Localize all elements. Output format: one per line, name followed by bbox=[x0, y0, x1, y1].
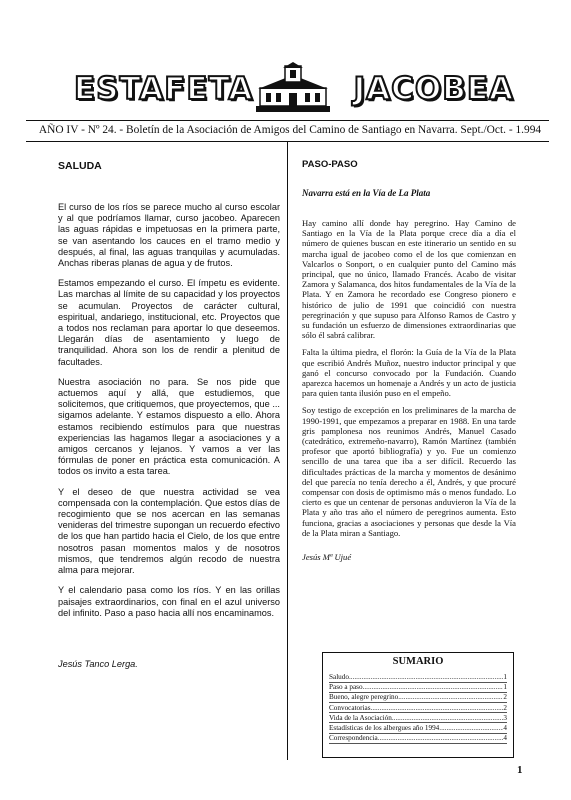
sumario-item[interactable] bbox=[329, 734, 507, 744]
sumario-item-page: 4 bbox=[503, 723, 507, 732]
sumario-dot-leader bbox=[371, 704, 504, 713]
paso-paso-lede: Navarra está en la Vía de La Plata bbox=[302, 188, 431, 198]
sumario-item-label: Estadísticas de los albergues año 1994 bbox=[329, 723, 440, 732]
sumario-item-label: Vida de la Asociación bbox=[329, 713, 392, 722]
sumario-item-page: 2 bbox=[503, 703, 507, 712]
sumario-item-page: 2 bbox=[503, 693, 507, 702]
sumario-item-page: 1 bbox=[503, 673, 507, 681]
page-number: 1 bbox=[517, 764, 523, 776]
paso-paso-paragraph: Falta la última piedra, el florón: la Guía de la Vía de la Plata que escribió Andrés Muñoz, nuestro inductor principal y que ganó el concurso convocado por la Fundación. Cuando aparezca hacemos un homenaje a Andrés y un acto de justicia para quien tanta ilusión puso en el empeño. bbox=[302, 347, 516, 399]
sumario-dot-leader bbox=[398, 693, 503, 702]
masthead bbox=[74, 62, 514, 118]
sumario-item-label: Bueno, alegre peregrino bbox=[329, 693, 399, 702]
saluda-heading: SALUDA bbox=[58, 160, 102, 172]
paso-paso-column bbox=[302, 152, 516, 569]
saluda-paragraph: Estamos empezando el curso. El ímpetu es evidente. Las marchas al límite de su capacidad y los proyectos se acumulan. Proyectos de carácter cultural, espiritual, andariego, institucional, etc. Proyectos que a todos nos reclaman para aportar lo que deseemos. Llegarán días de asentamiento y luego de tranquilidad. Ahora son los de rendir a plenitud de facultades. bbox=[58, 278, 280, 367]
sumario-title: SUMARIO bbox=[392, 656, 444, 667]
column-divider bbox=[287, 142, 288, 760]
sumario-item-label: Saludo bbox=[329, 673, 349, 681]
sumario-dot-leader bbox=[378, 734, 504, 743]
sumario-dot-leader bbox=[363, 683, 504, 692]
paso-paso-heading: PASO-PASO bbox=[302, 159, 358, 170]
sumario-item[interactable] bbox=[329, 714, 507, 724]
sumario-item-label: Convocatorias bbox=[329, 703, 371, 712]
sumario-item-page: 3 bbox=[503, 713, 507, 722]
sumario-dot-leader bbox=[349, 673, 503, 682]
top-rule bbox=[26, 120, 549, 121]
saluda-paragraph: El curso de los ríos se parece mucho al curso escolar y al que podríamos llamar, curso jacobeo. Aparecen las aguas rápidas e impetuosas en la primera parte, se van asentando los cauces en el tramo medio y después, al final, las aguas tranquilas y acumuladas. Anchas riberas planas de agua y de frutos. bbox=[58, 202, 280, 269]
sumario-item[interactable] bbox=[329, 724, 507, 734]
sumario-item-label: Paso a paso bbox=[329, 683, 363, 692]
sumario-item[interactable] bbox=[329, 673, 507, 683]
sumario-item[interactable] bbox=[329, 704, 507, 714]
saluda-paragraph: Nuestra asociación no para. Se nos pide que actuemos aquí y allá, que estudiemos, que solicitemos, que critiquemos, que proyectemos, que ... sigamos adelante. Y estamos dispuesto a ello. Ahora estamos recibiendo estímulos para que nuestras experiencias las hagamos llegar a asociaciones y a amigos cercanos y lejanos. Y vamos a ver las fórmulas de poner en práctica esta comunicación. A todos os invito a esta tarea. bbox=[58, 376, 280, 477]
saluda-signature: Jesús Tanco Lerga. bbox=[58, 658, 138, 669]
sumario-item-page: 4 bbox=[503, 734, 507, 743]
masthead-title-right: JACOBEA bbox=[353, 71, 514, 107]
paso-paso-signature: Jesús Mª Ujué bbox=[302, 552, 352, 563]
sumario-item[interactable] bbox=[329, 683, 507, 693]
saluda-paragraph: Y el deseo de que nuestra actividad se vea compensada con la contemplación. Que estos días de recogimiento que se nos acercan en las semanas venideras del trimestre supongan un recuerdo efectivo de los que han partido hacia el Cielo, de los que entre nosotros pasan momentos malos y de nosotros mismos, que tendremos algún recodo de nuestra alma para mejorar. bbox=[58, 486, 280, 576]
sumario-dot-leader bbox=[439, 724, 503, 733]
church-icon bbox=[254, 62, 332, 114]
sumario-box bbox=[322, 652, 514, 758]
sumario-item-label: Correspondencia bbox=[329, 734, 378, 743]
sumario-item-page: 1 bbox=[503, 683, 507, 692]
sumario-item[interactable] bbox=[329, 693, 507, 703]
paso-paso-paragraph: Soy testigo de excepción en los preliminares de la marcha de 1990-1991, que empezamos a preparar en 1988. En una tarde gris pamplonesa nos reunimos Andrés, Manuel Casado (catedrático, extremeño-navarro), Ramón Martínez (también profesor que aportó bibliografía) y yo. Fue un comienzo sencillo de una tarea que iba a ser difícil. Recuerdo las dificultades prácticas de la marcha y momentos de desánimo del que parecía no tenía derecho a él, Andrés, y que procuré compensar con dosis de optimismo más o menos fundado. Lo cierto es que un centenar de personas anduvieron la Vía de la Plata y año tras año el número de peregrinos aumenta. Esto funciona, gracias a asociaciones y personas que desde la Vía de la Plata miran a Santiago. bbox=[302, 405, 516, 538]
issue-subtitle: AÑO IV - Nº 24. - Boletín de la Asociación de Amigos del Camino de Santiago en Navarra. Sept./Oct. - 1.994 bbox=[38, 124, 542, 136]
saluda-paragraph: Y el calendario pasa como los ríos. Y en las orillas paisajes extraordinarios, con final en el azul universo del infinito. Paso a paso hacia allí nos encaminamos. bbox=[58, 585, 280, 618]
saluda-column bbox=[58, 152, 280, 679]
masthead-title-left: ESTAFETA bbox=[74, 71, 254, 107]
sumario-list bbox=[323, 673, 513, 744]
paso-paso-paragraph: Hay camino allí donde hay peregrino. Hay Camino de Santiago en la Vía de la Plata porque crece día a día el número de quienes buscan en este itinerario un sentido en su marcha igual de jacobeo como el de los que comienzan en Valcarlos o Sonport, o en cualquier punto del Camino más principal, que no único, llamado Francés. Acabo de visitar Zamora y Salamanca, dos hitos fundamentales de la Vía de la Plata. Y en Zamora he recordado ese Congreso pionero e histórico de julio de 1991 que coincidió con nuestra peregrinación y que supuso para Alfonso Ramos de Castro y su fundación un esfuerzo de dimensiones extraordinarias que sólo él sabrá calibrar. bbox=[302, 218, 516, 341]
sumario-dot-leader bbox=[392, 714, 504, 723]
